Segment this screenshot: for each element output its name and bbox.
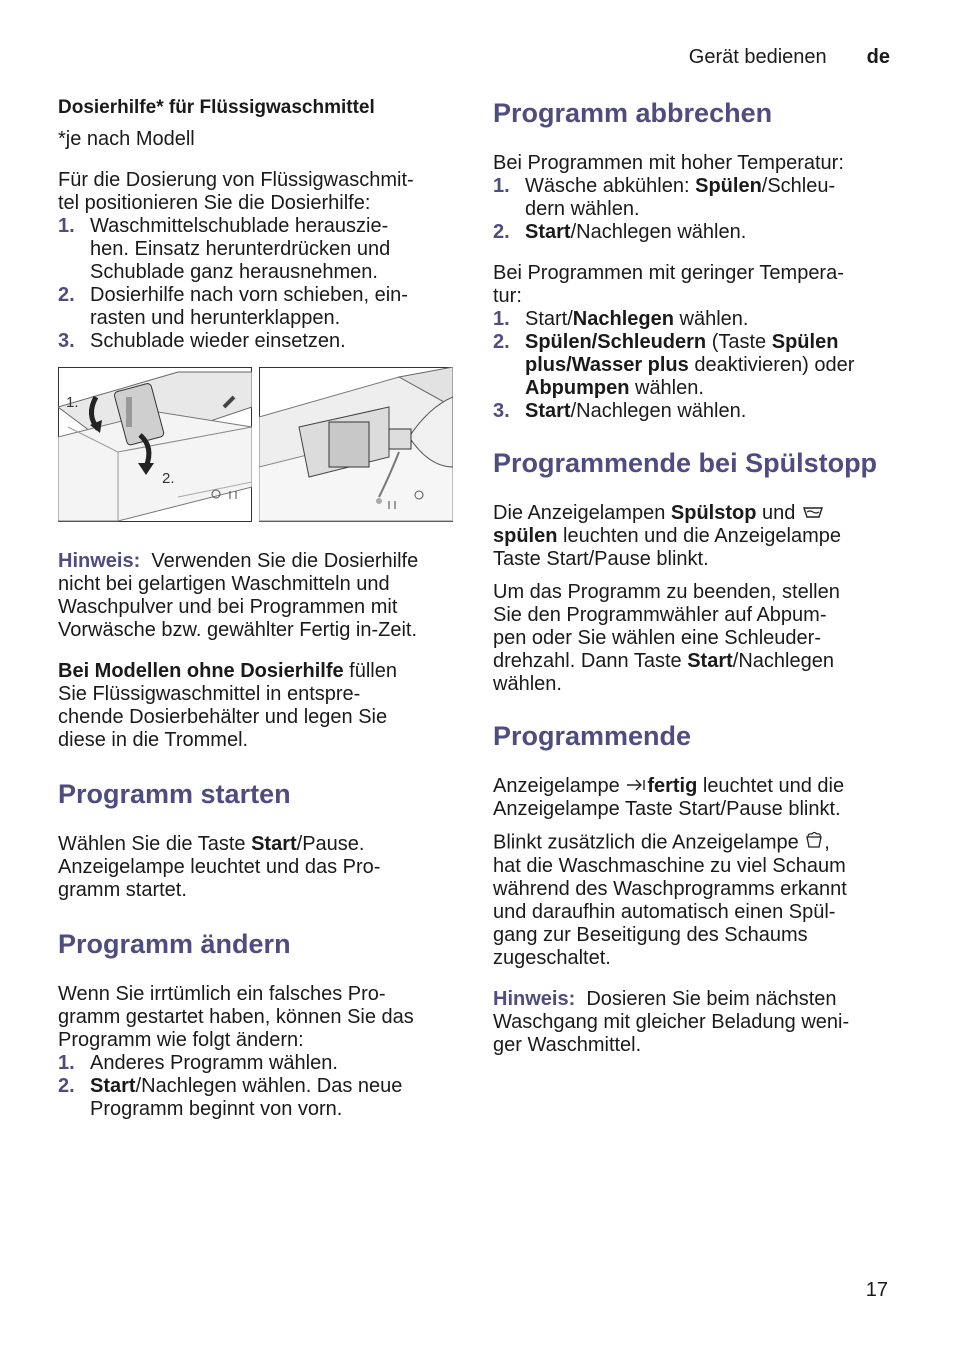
spuelstopp-heading: Programmende bei Spülstopp <box>493 448 878 478</box>
programm-aendern-heading: Programm ändern <box>58 929 291 959</box>
list-item: 2. Dosierhilfe nach vorn schieben, ein- rasten und herunterklappen. <box>58 284 408 329</box>
ende-paragraph: Anzeigelampe fertig leuchtet und die Anzeigelampe Taste Start/Pause blinkt. <box>493 775 845 821</box>
header-section: Gerät bedienen <box>688 46 827 68</box>
end-arrow-icon <box>625 775 647 798</box>
list-item: 2. Start/Nachlegen wählen. Das neue Programm beginnt von vorn. <box>58 1075 403 1120</box>
hinweis-paragraph: Hinweis: Verwenden Sie die Dosierhilfe nicht bei gelartigen Waschmitteln und Waschpulver und bei Programmen mit Vorwäsche bzw. gewählter Fertig in-Zeit. <box>58 550 419 641</box>
list-item: 3. Start/Nachlegen wählen. <box>493 400 747 422</box>
dosier-figure <box>58 367 458 522</box>
list-item: 1. Anderes Programm wählen. <box>58 1052 338 1074</box>
drawer-illustration-1 <box>58 367 252 522</box>
figure-label-1: 1. <box>66 394 79 411</box>
list-item: 2. Spülen/Schleudern (Taste Spülen plus/Wasser plus deaktivieren) oder Abpumpen wählen. <box>493 331 855 399</box>
hoch-steps <box>493 175 893 244</box>
foam-icon <box>804 831 824 855</box>
programm-starten-heading: Programm starten <box>58 779 291 809</box>
aendern-intro: Wenn Sie irrtümlich ein falsches Pro- gramm gestartet haben, können Sie das Programm wie folgt ändern: <box>58 983 414 1051</box>
programmende-heading: Programmende <box>493 721 692 752</box>
hinweis-label: Hinweis: <box>58 550 141 572</box>
drawer-illustration-2 <box>259 367 453 522</box>
list-item: 1. Wäsche abkühlen: Spülen/Schleu- dern wählen. <box>493 175 836 220</box>
right-column <box>493 96 893 1067</box>
figure-label-2: 2. <box>162 470 175 487</box>
beenden-paragraph: Um das Programm zu beenden, stellen Sie den Programmwähler auf Abpum- pen oder Sie wählen eine Schleuder- drehzahl. Dann Taste Start/Nachlegen wählen. <box>493 581 840 696</box>
aendern-steps <box>58 1052 458 1121</box>
dosier-note: *je nach Modell <box>58 128 195 150</box>
list-item: 3. Schublade wieder einsetzen. <box>58 330 346 352</box>
list-item: 1. Start/Nachlegen wählen. <box>493 308 749 330</box>
page-header <box>689 46 890 69</box>
rinse-icon <box>801 502 825 525</box>
ohne-dosierhilfe-paragraph: Bei Modellen ohne Dosierhilfe füllen Sie Flüssigwaschmittel in entspre- chende Dosierbehälter und legen Sie diese in die Trommel. <box>58 660 397 751</box>
starten-paragraph: Wählen Sie die Taste Start/Pause. Anzeigelampe leuchtet und das Pro- gramm startet. <box>58 833 381 901</box>
list-item: 1. Waschmittelschublade herauszie- hen. Einsatz herunterdrücken und Schublade ganz herausnehmen. <box>58 215 391 283</box>
gering-steps <box>493 308 893 423</box>
spuelstopp-paragraph: Die Anzeigelampen Spülstop und spülen leuchten und die Anzeigelampe Taste Start/Pause blinkt. <box>493 502 841 571</box>
list-item: 2. Start/Nachlegen wählen. <box>493 221 747 243</box>
dosier-steps <box>58 215 458 353</box>
schaum-paragraph: Blinkt zusätzlich die Anzeigelampe , hat die Waschmaschine zu viel Schaum während des Waschprogramms erkannt und daraufhin automatisch einen Spül- gang zur Beseitigung des Schaums zugeschaltet. <box>493 831 847 970</box>
header-lang: de <box>866 46 890 68</box>
gering-intro: Bei Programmen mit geringer Tempera- tur: <box>493 262 844 307</box>
hoch-intro: Bei Programmen mit hoher Temperatur: <box>493 152 844 174</box>
right-hinweis-paragraph: Hinweis: Dosieren Sie beim nächsten Waschgang mit gleicher Beladung weni- ger Waschmittel. <box>493 988 850 1057</box>
programm-abbrechen-heading: Programm abbrechen <box>493 98 773 128</box>
dosier-title: Dosierhilfe* für Flüssigwaschmittel <box>58 97 375 118</box>
left-column <box>58 96 458 1131</box>
dosier-intro: Für die Dosierung von Flüssigwaschmit- tel positionieren Sie die Dosierhilfe: <box>58 169 414 214</box>
page-number: 17 <box>865 1279 888 1301</box>
